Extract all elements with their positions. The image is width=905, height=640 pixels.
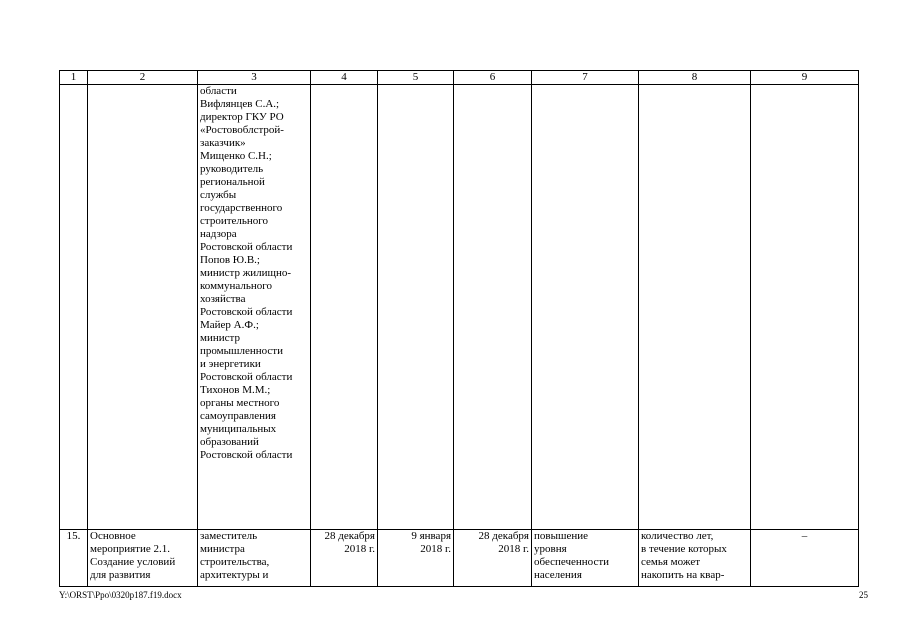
indicator-cell	[639, 530, 751, 587]
cont-cell-9	[751, 85, 859, 530]
start-date-line: 28 декабря	[324, 530, 375, 542]
indicator-line: в течение которых	[641, 543, 727, 555]
cont-cell-6	[454, 85, 532, 530]
resp-line: и энергетики	[200, 358, 261, 370]
resp-line: Ростовской области	[200, 449, 293, 461]
notes-cell: –	[751, 530, 859, 587]
col-header-3: 3	[198, 71, 311, 85]
responsible-line: заместитель	[200, 530, 258, 542]
continuation-row	[60, 85, 859, 530]
resp-line: Ростовской области	[200, 371, 293, 383]
start-date-line: 2018 г.	[344, 543, 375, 555]
responsible-line: строительства,	[200, 556, 270, 568]
cont-cell-5	[378, 85, 454, 530]
resp-line: директор ГКУ РО	[200, 111, 284, 123]
activity-line: Создание условий	[90, 556, 176, 568]
resp-line: региональной	[200, 176, 265, 188]
cont-cell-4	[311, 85, 378, 530]
col-header-6: 6	[454, 71, 532, 85]
col-header-1: 1	[60, 71, 88, 85]
resp-line: области	[200, 85, 237, 97]
resp-line: «Ростовоблстрой-	[200, 124, 284, 136]
end-date-cell	[378, 530, 454, 587]
resp-line: министр	[200, 332, 240, 344]
resp-line: коммунального	[200, 280, 272, 292]
main-table	[59, 70, 859, 587]
resp-line: промышленности	[200, 345, 283, 357]
control-date-line: 2018 г.	[498, 543, 529, 555]
page-number: 25	[859, 590, 868, 600]
responsible-persons-cell	[198, 85, 311, 530]
activity-line: мероприятие 2.1.	[90, 543, 171, 555]
resp-line: Майер А.Ф.;	[200, 319, 259, 331]
indicator-line: семья может	[641, 556, 701, 568]
start-date-cell	[311, 530, 378, 587]
resp-line: государственного	[200, 202, 283, 214]
activity-line: Основное	[90, 530, 136, 542]
resp-line: Попов Ю.В.;	[200, 254, 260, 266]
end-date-line: 9 января	[411, 530, 451, 542]
file-path-footer: Y:\ORST\Ppo\0320p187.f19.docx	[59, 590, 182, 600]
resp-line: надзора	[200, 228, 237, 240]
responsible-line: министра	[200, 543, 245, 555]
result-line: населения	[534, 569, 582, 581]
resp-line: заказчик»	[200, 137, 246, 149]
activity-name-cell	[88, 530, 198, 587]
control-date-cell	[454, 530, 532, 587]
col-header-8: 8	[639, 71, 751, 85]
resp-line: Ростовской области	[200, 241, 293, 253]
resp-line: органы местного	[200, 397, 280, 409]
cont-cell-2	[88, 85, 198, 530]
resp-line: Мищенко С.Н.;	[200, 150, 272, 162]
cont-cell-1	[60, 85, 88, 530]
resp-line: строительного	[200, 215, 269, 227]
resp-line: Тихонов М.М.;	[200, 384, 271, 396]
col-header-4: 4	[311, 71, 378, 85]
col-header-7: 7	[532, 71, 639, 85]
column-number-row	[60, 71, 859, 85]
resp-line: образований	[200, 436, 259, 448]
col-header-9: 9	[751, 71, 859, 85]
activity-line: для развития	[90, 569, 151, 581]
result-line: уровня	[534, 543, 567, 555]
result-line: обеспеченности	[534, 556, 610, 568]
responsible-cell	[198, 530, 311, 587]
result-line: повышение	[534, 530, 588, 542]
resp-line: министр жилищно-	[200, 267, 292, 279]
cont-cell-8	[639, 85, 751, 530]
resp-line: руководитель	[200, 163, 264, 175]
resp-line: службы	[200, 189, 237, 201]
indicator-line: количество лет,	[641, 530, 714, 542]
resp-line: хозяйства	[200, 293, 246, 305]
row-number: 15.	[60, 530, 88, 587]
end-date-line: 2018 г.	[420, 543, 451, 555]
col-header-2: 2	[88, 71, 198, 85]
cont-cell-7	[532, 85, 639, 530]
responsible-line: архитектуры и	[200, 569, 269, 581]
row-15	[60, 530, 859, 587]
expected-result-cell	[532, 530, 639, 587]
control-date-line: 28 декабря	[478, 530, 529, 542]
col-header-5: 5	[378, 71, 454, 85]
resp-line: Вифлянцев С.А.;	[200, 98, 280, 110]
resp-line: самоуправления	[200, 410, 276, 422]
resp-line: Ростовской области	[200, 306, 293, 318]
indicator-line: накопить на квар-	[641, 569, 725, 581]
resp-line: муниципальных	[200, 423, 277, 435]
